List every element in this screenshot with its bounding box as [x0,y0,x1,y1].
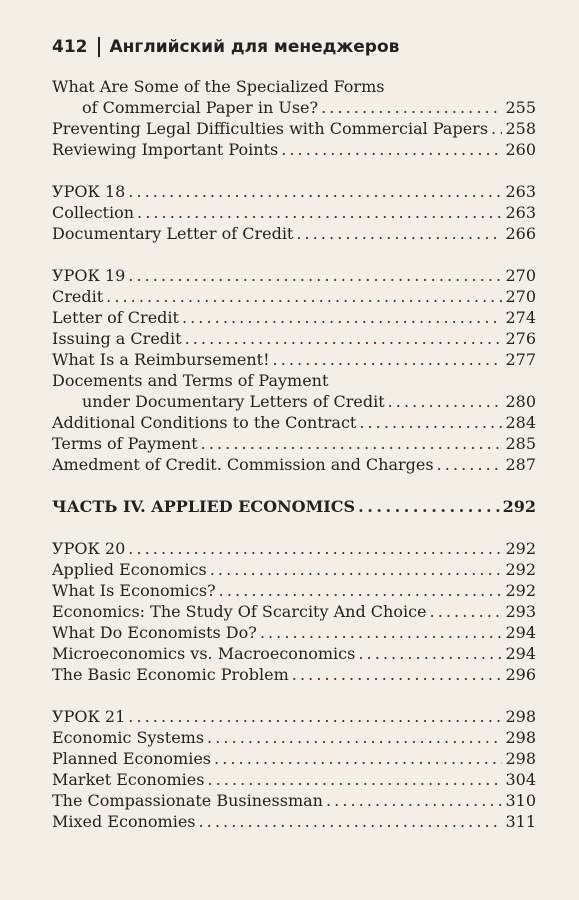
dot-leader [207,727,502,748]
toc-entry-page: 292 [505,581,536,600]
toc-entry-title-line: What Are Some of the Specialized Forms [52,77,385,96]
dot-leader [260,622,503,643]
toc-entry-title: The Compassionate Businessman [52,791,323,810]
dot-leader [359,412,502,433]
toc-entry [52,349,536,370]
dot-leader [219,580,503,601]
header-divider [98,37,100,57]
toc-entry-title: Documentary Letter of Credit [52,224,294,243]
lesson-page: 292 [505,539,536,558]
dot-leader [182,307,503,328]
toc-entry [52,118,536,139]
toc-lesson-heading [52,538,536,559]
toc-lesson-heading [52,265,536,286]
lesson-page: 263 [505,182,536,201]
lesson-title: УРОК 21 [52,707,126,726]
toc-entry-title-line: Docements and Terms of Payment [52,371,329,390]
lesson-title: УРОК 19 [52,266,126,285]
lesson-page: 298 [505,707,536,726]
toc-entry-title: Collection [52,203,135,222]
toc-entry-page: 277 [505,350,536,369]
toc-entry [52,601,536,622]
toc-entry-page: 298 [505,728,536,747]
toc-entry [52,454,536,475]
toc-entry-page: 296 [505,665,536,684]
toc-entry [52,433,536,454]
toc-entry-page: 266 [505,224,536,243]
toc-entry-title: Letter of Credit [52,308,179,327]
dot-leader [430,601,503,622]
toc-entry [52,622,536,643]
dot-leader [281,139,502,160]
dot-leader [326,790,502,811]
toc-entry-title: of Commercial Paper in Use? [82,98,319,117]
toc-entry-title: What Is a Reimbursement! [52,350,270,369]
page-number: 412 [52,37,88,57]
toc-entry-page: 263 [505,203,536,222]
toc-entry [52,139,536,160]
toc-entry-title: What Is Economics? [52,581,216,600]
toc-entry-page: 274 [505,308,536,327]
toc-entry-page: 258 [505,119,536,138]
toc-entry [52,769,536,790]
toc-entry [52,328,536,349]
table-of-contents [52,76,536,832]
toc-entry-title: Planned Economies [52,749,212,768]
dot-leader [137,202,502,223]
running-header [52,34,559,60]
toc-entry-page: 255 [505,98,536,117]
toc-entry [52,202,536,223]
toc-entry-title: Issuing a Credit [52,329,182,348]
dot-leader [214,748,502,769]
toc-entry-title: Economic Systems [52,728,205,747]
toc-entry [52,811,536,832]
toc-entry-title: Credit [52,287,104,306]
toc-entry-page: 293 [505,602,536,621]
lesson-page: 270 [505,266,536,285]
toc-entry-title: Terms of Payment [52,434,198,453]
dot-leader [491,118,502,139]
part-title: ЧАСТЬ IV. APPLIED ECONOMICS [52,497,356,516]
toc-entry-page: 304 [505,770,536,789]
toc-entry [52,643,536,664]
toc-entry-title: Preventing Legal Difficulties with Commercial Papers [52,119,489,138]
toc-entry-page: 260 [505,140,536,159]
book-title: Английский для менеджеров [109,37,400,57]
toc-entry [52,664,536,685]
toc-entry-page: 294 [505,644,536,663]
dot-leader [199,811,503,832]
toc-lesson-heading [52,181,536,202]
part-page: 292 [502,497,536,516]
toc-entry [52,559,536,580]
toc-entry-title: Economics: The Study Of Scarcity And Choice [52,602,427,621]
toc-entry-page: 292 [505,560,536,579]
dot-leader [201,433,503,454]
toc-entry-title: under Documentary Letters of Credit [82,392,385,411]
toc-entry-page: 294 [505,623,536,642]
dot-leader [292,664,503,685]
dot-leader [128,265,502,286]
toc-entry [52,580,536,601]
toc-entry-title: Market Economies [52,770,205,789]
dot-leader [321,97,502,118]
toc-entry [52,412,536,433]
dot-leader [185,328,503,349]
toc-entry [52,748,536,769]
toc-entry-page: 276 [505,329,536,348]
dot-leader [437,454,503,475]
toc-entry-page: 310 [505,791,536,810]
dot-leader [128,181,502,202]
toc-entry [52,286,536,307]
toc-entry-title: Amedment of Credit. Commission and Charges [52,455,434,474]
dot-leader [296,223,502,244]
dot-leader [358,496,500,517]
toc-entry-title: Applied Economics [52,560,207,579]
toc-entry-page: 298 [505,749,536,768]
dot-leader [210,559,503,580]
dot-leader [388,391,503,412]
toc-entry-page: 287 [505,455,536,474]
toc-entry [52,307,536,328]
toc-entry-page: 284 [505,413,536,432]
lesson-title: УРОК 18 [52,182,126,201]
lesson-title: УРОК 20 [52,539,126,558]
toc-lesson-heading [52,706,536,727]
dot-leader [128,538,502,559]
dot-leader [273,349,503,370]
toc-entry-page: 311 [505,812,536,831]
toc-part-heading [52,496,536,517]
toc-entry [52,391,536,412]
dot-leader [207,769,502,790]
toc-entry-title: Mixed Economies [52,812,196,831]
dot-leader [128,706,502,727]
dot-leader [358,643,502,664]
toc-entry-page: 285 [505,434,536,453]
toc-entry [52,223,536,244]
toc-entry-title: Microeconomics vs. Macroeconomics [52,644,356,663]
toc-entry-title: Reviewing Important Points [52,140,279,159]
toc-entry-page: 270 [505,287,536,306]
toc-entry-title: What Do Economists Do? [52,623,257,642]
dot-leader [106,286,502,307]
toc-entry [52,790,536,811]
toc-entry-page: 280 [505,392,536,411]
toc-entry-title: Additional Conditions to the Contract [52,413,357,432]
toc-entry [52,97,536,118]
toc-entry-title: The Basic Economic Problem [52,665,289,684]
toc-entry [52,727,536,748]
